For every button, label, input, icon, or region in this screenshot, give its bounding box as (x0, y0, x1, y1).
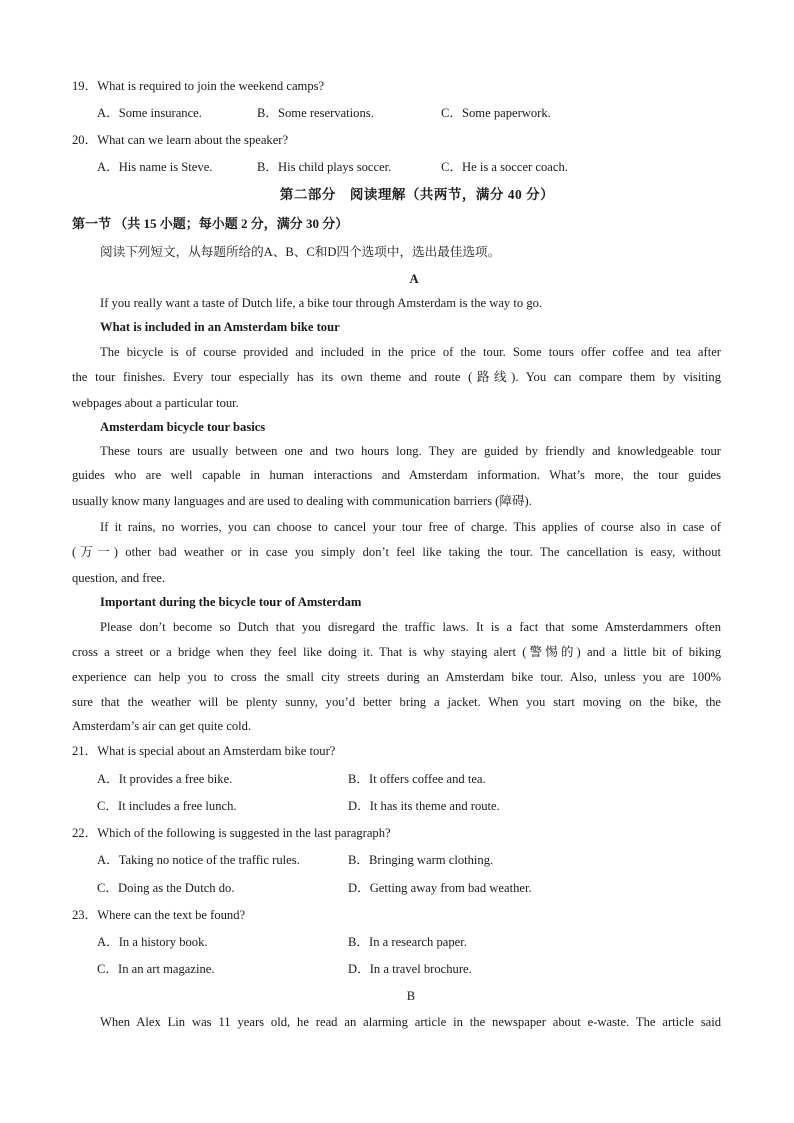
passage-a-label: A (409, 272, 419, 286)
q20-option-a: A．His name is Steve. (97, 160, 213, 174)
q21-option-c: C．It includes a free lunch. (97, 799, 237, 813)
q23-option-c: C．In an art magazine. (97, 962, 215, 976)
question-23-stem: 23．Where can the text be found? (72, 908, 246, 922)
p1-line-1: The bicycle is of course provided and included in the price of the tour. Some tours offer coffee and tea after (100, 345, 721, 359)
p2-line-3: usually know many languages and are used to dealing with communication barriers (障碍). (72, 494, 532, 508)
q19-option-a: A．Some insurance. (97, 106, 202, 120)
p2-line-2: guides who are well capable in human interactions and Amsterdam information. What’s more, the tour guides (72, 468, 721, 482)
passage-a-heading-3: Important during the bicycle tour of Amsterdam (100, 595, 362, 609)
q21-option-b: B．It offers coffee and tea. (348, 772, 486, 786)
q20-option-b: B．His child plays soccer. (257, 160, 392, 174)
p3-line-1: If it rains, no worries, you can choose to cancel your tour free of charge. This applies of course also in case of (100, 520, 721, 534)
q19-option-c: C．Some paperwork. (441, 106, 551, 120)
p2-line-1: These tours are usually between one and two hours long. They are guided by friendly and knowledgeable tour (100, 444, 721, 458)
p3-line-3: question, and free. (72, 571, 166, 585)
p4-line-2: cross a street or a bridge when they feel like doing it. That is why staying alert (警惕的) and a little bit of biking (72, 645, 721, 659)
part2-title: 第二部分 阅读理解（共两节，满分 40 分） (279, 187, 555, 202)
q22-option-b: B．Bringing warm clothing. (348, 853, 494, 867)
q23-option-d: D．In a travel brochure. (348, 962, 472, 976)
p4-line-3: experience can help you to cross the small city streets during an Amsterdam bike tour. Also, unless you are 100% (72, 670, 721, 684)
passage-a-heading-1: What is included in an Amsterdam bike tour (100, 320, 340, 334)
p1-line-2: the tour finishes. Every tour especially has its own theme and route (路线). You can compare them by visiting (72, 370, 721, 384)
passage-a-intro: If you really want a taste of Dutch life, a bike tour through Amsterdam is the way to go. (100, 296, 543, 310)
question-21-stem: 21．What is special about an Amsterdam bike tour? (72, 744, 336, 758)
q22-option-c: C．Doing as the Dutch do. (97, 881, 235, 895)
q21-option-a: A．It provides a free bike. (97, 772, 233, 786)
passage-b-line-1: When Alex Lin was 11 years old, he read an alarming article in the newspaper about e-waste. The article said (100, 1015, 721, 1029)
p4-line-1: Please don’t become so Dutch that you disregard the traffic laws. It is a fact that some Amsterdammers often (100, 620, 721, 634)
q19-option-b: B．Some reservations. (257, 106, 374, 120)
q22-option-a: A．Taking no notice of the traffic rules. (97, 853, 300, 867)
question-19-stem: 19．What is required to join the weekend camps? (72, 79, 325, 93)
q21-option-d: D．It has its theme and route. (348, 799, 500, 813)
question-20-stem: 20．What can we learn about the speaker? (72, 133, 289, 147)
p1-line-3: webpages about a particular tour. (72, 396, 239, 410)
passage-b-label: B (406, 989, 416, 1003)
question-22-stem: 22．Which of the following is suggested in the last paragraph? (72, 826, 391, 840)
p3-line-2: (万一) other bad weather or in case you simply don’t feel like taking the tour. The cancellation is easy, without (72, 545, 721, 559)
p4-line-5: Amsterdam’s air can get quite cold. (72, 719, 252, 733)
reading-instructions: 阅读下列短文，从每题所给的A、B、C和D四个选项中，选出最佳选项。 (100, 245, 501, 259)
p4-line-4: sure that the weather will be plenty sunny, you’d better bring a jacket. When you start moving on the bike, the (72, 695, 721, 709)
passage-a-heading-2: Amsterdam bicycle tour basics (100, 420, 266, 434)
q22-option-d: D．Getting away from bad weather. (348, 881, 532, 895)
q23-option-a: A．In a history book. (97, 935, 208, 949)
q20-option-c: C．He is a soccer coach. (441, 160, 568, 174)
q23-option-b: B．In a research paper. (348, 935, 467, 949)
section1-title: 第一节 （共 15 小题；每小题 2 分，满分 30 分） (72, 216, 349, 231)
